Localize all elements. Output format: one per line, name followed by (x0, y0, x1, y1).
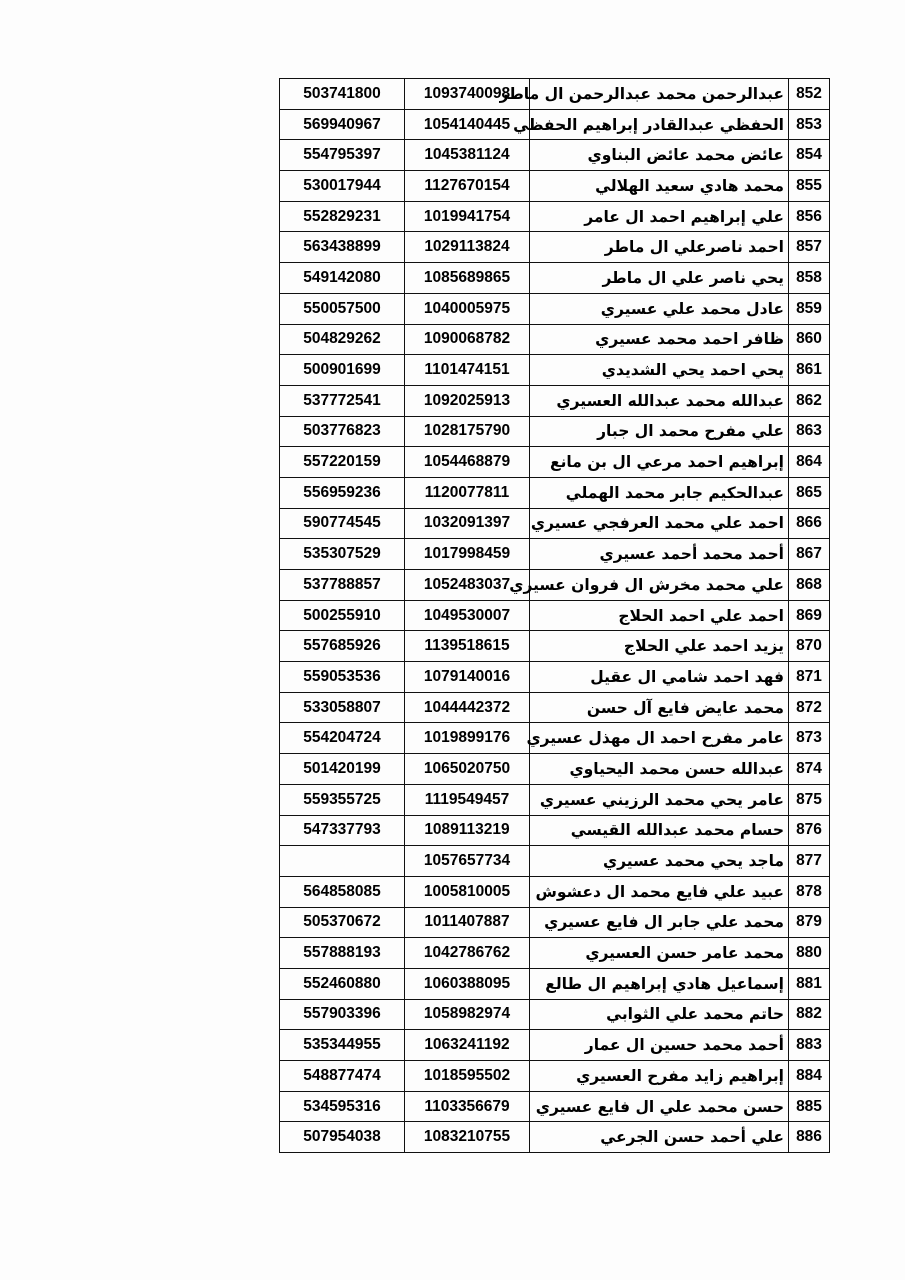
row-number-cell: 870 (789, 631, 830, 662)
row-number-cell: 874 (789, 754, 830, 785)
id-number-cell: 1018595502 (405, 1061, 530, 1092)
mobile-number-cell: 530017944 (280, 171, 405, 202)
person-name-cell: يزيد احمد علي الحلاج (530, 631, 789, 662)
id-number-cell: 1127670154 (405, 171, 530, 202)
id-number-cell: 1083210755 (405, 1122, 530, 1153)
mobile-number-cell (280, 846, 405, 877)
row-number-cell: 853 (789, 109, 830, 140)
row-number-cell: 863 (789, 416, 830, 447)
row-number-cell: 858 (789, 263, 830, 294)
row-number-cell: 867 (789, 539, 830, 570)
person-name-cell: علي أحمد حسن الجرعي (530, 1122, 789, 1153)
row-number-cell: 873 (789, 723, 830, 754)
person-name-cell: علي إبراهيم احمد ال عامر (530, 201, 789, 232)
id-number-cell: 1019899176 (405, 723, 530, 754)
row-number-cell: 879 (789, 907, 830, 938)
mobile-number-cell: 557903396 (280, 999, 405, 1030)
person-name-cell: عبدالحكيم جابر محمد الهملي (530, 477, 789, 508)
id-number-cell: 1005810005 (405, 876, 530, 907)
person-name-cell: عبيد علي فايع محمد ال دعشوش (530, 876, 789, 907)
mobile-number-cell: 503741800 (280, 79, 405, 110)
row-number-cell: 852 (789, 79, 830, 110)
row-number-cell: 868 (789, 570, 830, 601)
row-number-cell: 860 (789, 324, 830, 355)
mobile-number-cell: 537772541 (280, 385, 405, 416)
mobile-number-cell: 557685926 (280, 631, 405, 662)
row-number-cell: 881 (789, 968, 830, 999)
row-number-cell: 862 (789, 385, 830, 416)
row-number-cell: 859 (789, 293, 830, 324)
id-number-cell: 1079140016 (405, 662, 530, 693)
id-number-cell: 1139518615 (405, 631, 530, 662)
id-number-cell: 1060388095 (405, 968, 530, 999)
table-row (280, 263, 830, 294)
id-number-cell: 1057657734 (405, 846, 530, 877)
person-name-cell: محمد علي جابر ال فايع عسيري (530, 907, 789, 938)
id-number-cell: 1054140445 (405, 109, 530, 140)
id-number-cell: 1120077811 (405, 477, 530, 508)
row-number-cell: 886 (789, 1122, 830, 1153)
person-name-cell: عامر يحي محمد الرزيني عسيري (530, 784, 789, 815)
mobile-number-cell: 503776823 (280, 416, 405, 447)
row-number-cell: 861 (789, 355, 830, 386)
mobile-number-cell: 559053536 (280, 662, 405, 693)
id-number-cell: 1119549457 (405, 784, 530, 815)
person-name-cell: علي محمد مخرش ال فروان عسيري (530, 570, 789, 601)
person-name-cell: عائض محمد عائض البناوي (530, 140, 789, 171)
row-number-cell: 872 (789, 692, 830, 723)
id-number-cell: 1028175790 (405, 416, 530, 447)
mobile-number-cell: 507954038 (280, 1122, 405, 1153)
id-number-cell: 1049530007 (405, 600, 530, 631)
id-number-cell: 1017998459 (405, 539, 530, 570)
mobile-number-cell: 504829262 (280, 324, 405, 355)
table-row (280, 968, 830, 999)
mobile-number-cell: 547337793 (280, 815, 405, 846)
table-row (280, 416, 830, 447)
table-row (280, 508, 830, 539)
table-row (280, 876, 830, 907)
table-row (280, 385, 830, 416)
row-number-cell: 882 (789, 999, 830, 1030)
person-name-cell: محمد هادي سعيد الهلالي (530, 171, 789, 202)
id-number-cell: 1044442372 (405, 692, 530, 723)
mobile-number-cell: 552460880 (280, 968, 405, 999)
table-row (280, 232, 830, 263)
mobile-number-cell: 554204724 (280, 723, 405, 754)
table-row (280, 846, 830, 877)
person-name-cell: يحي احمد يحي الشديدي (530, 355, 789, 386)
table-row (280, 1122, 830, 1153)
person-name-cell: حسن محمد علي ال فايع عسيري (530, 1091, 789, 1122)
mobile-number-cell: 556959236 (280, 477, 405, 508)
mobile-number-cell: 559355725 (280, 784, 405, 815)
row-number-cell: 855 (789, 171, 830, 202)
row-number-cell: 877 (789, 846, 830, 877)
table-row (280, 1061, 830, 1092)
table-row (280, 447, 830, 478)
row-number-cell: 875 (789, 784, 830, 815)
person-name-cell: محمد عامر حسن العسيري (530, 938, 789, 969)
row-number-cell: 885 (789, 1091, 830, 1122)
id-number-cell: 1019941754 (405, 201, 530, 232)
mobile-number-cell: 564858085 (280, 876, 405, 907)
table-row (280, 815, 830, 846)
id-number-cell: 1103356679 (405, 1091, 530, 1122)
table-row (280, 1091, 830, 1122)
row-number-cell: 871 (789, 662, 830, 693)
mobile-number-cell: 535344955 (280, 1030, 405, 1061)
mobile-number-cell: 557220159 (280, 447, 405, 478)
mobile-number-cell: 505370672 (280, 907, 405, 938)
mobile-number-cell: 569940967 (280, 109, 405, 140)
row-number-cell: 880 (789, 938, 830, 969)
table-row (280, 907, 830, 938)
id-number-cell: 1045381124 (405, 140, 530, 171)
mobile-number-cell: 549142080 (280, 263, 405, 294)
person-name-cell: فهد احمد شامي ال عقيل (530, 662, 789, 693)
person-name-cell: حاتم محمد علي الثوابي (530, 999, 789, 1030)
person-name-cell: عامر مفرح احمد ال مهذل عسيري (530, 723, 789, 754)
person-name-cell: إبراهيم احمد مرعي ال بن مانع (530, 447, 789, 478)
person-name-cell: إبراهيم زايد مفرح العسيري (530, 1061, 789, 1092)
person-name-cell: عبدالرحمن محمد عبدالرحمن ال ماطر (530, 79, 789, 110)
id-number-cell: 1058982974 (405, 999, 530, 1030)
table-row (280, 999, 830, 1030)
table-row (280, 662, 830, 693)
mobile-number-cell: 500255910 (280, 600, 405, 631)
person-name-cell: عادل محمد علي عسيري (530, 293, 789, 324)
table-row (280, 723, 830, 754)
row-number-cell: 876 (789, 815, 830, 846)
table-row (280, 631, 830, 662)
mobile-number-cell: 535307529 (280, 539, 405, 570)
mobile-number-cell: 557888193 (280, 938, 405, 969)
person-name-cell: إسماعيل هادي إبراهيم ال طالع (530, 968, 789, 999)
table-row (280, 539, 830, 570)
table-row (280, 754, 830, 785)
id-number-cell: 1092025913 (405, 385, 530, 416)
row-number-cell: 865 (789, 477, 830, 508)
person-name-cell: حسام محمد عبدالله القيسي (530, 815, 789, 846)
row-number-cell: 857 (789, 232, 830, 263)
row-number-cell: 856 (789, 201, 830, 232)
id-number-cell: 1063241192 (405, 1030, 530, 1061)
mobile-number-cell: 563438899 (280, 232, 405, 263)
records-table-body (280, 79, 830, 1153)
mobile-number-cell: 590774545 (280, 508, 405, 539)
records-table (279, 78, 830, 1153)
person-name-cell: أحمد محمد أحمد عسيري (530, 539, 789, 570)
table-row (280, 171, 830, 202)
id-number-cell: 1052483037 (405, 570, 530, 601)
row-number-cell: 869 (789, 600, 830, 631)
person-name-cell: احمد ناصرعلي ال ماطر (530, 232, 789, 263)
table-row (280, 109, 830, 140)
id-number-cell: 1029113824 (405, 232, 530, 263)
table-row (280, 692, 830, 723)
mobile-number-cell: 550057500 (280, 293, 405, 324)
id-number-cell: 1042786762 (405, 938, 530, 969)
mobile-number-cell: 500901699 (280, 355, 405, 386)
row-number-cell: 883 (789, 1030, 830, 1061)
id-number-cell: 1085689865 (405, 263, 530, 294)
mobile-number-cell: 554795397 (280, 140, 405, 171)
person-name-cell: محمد عايض فايع آل حسن (530, 692, 789, 723)
person-name-cell: ماجد يحي محمد عسيري (530, 846, 789, 877)
row-number-cell: 884 (789, 1061, 830, 1092)
table-row (280, 79, 830, 110)
person-name-cell: احمد علي احمد الحلاج (530, 600, 789, 631)
id-number-cell: 1090068782 (405, 324, 530, 355)
id-number-cell: 1040005975 (405, 293, 530, 324)
table-row (280, 938, 830, 969)
table-row (280, 293, 830, 324)
person-name-cell: ظافر احمد محمد عسيري (530, 324, 789, 355)
person-name-cell: احمد علي محمد العرفجي عسيري (530, 508, 789, 539)
table-row (280, 140, 830, 171)
person-name-cell: عبدالله محمد عبدالله العسيري (530, 385, 789, 416)
row-number-cell: 878 (789, 876, 830, 907)
row-number-cell: 866 (789, 508, 830, 539)
mobile-number-cell: 533058807 (280, 692, 405, 723)
mobile-number-cell: 537788857 (280, 570, 405, 601)
id-number-cell: 1011407887 (405, 907, 530, 938)
person-name-cell: الحفظي عبدالقادر إبراهيم الحفظي (530, 109, 789, 140)
mobile-number-cell: 552829231 (280, 201, 405, 232)
table-row (280, 600, 830, 631)
person-name-cell: عبدالله حسن محمد اليحياوي (530, 754, 789, 785)
id-number-cell: 1101474151 (405, 355, 530, 386)
table-row (280, 477, 830, 508)
table-row (280, 570, 830, 601)
person-name-cell: أحمد محمد حسين ال عمار (530, 1030, 789, 1061)
id-number-cell: 1032091397 (405, 508, 530, 539)
id-number-cell: 1054468879 (405, 447, 530, 478)
table-row (280, 324, 830, 355)
table-row (280, 201, 830, 232)
table-row (280, 784, 830, 815)
id-number-cell: 1065020750 (405, 754, 530, 785)
id-number-cell: 1089113219 (405, 815, 530, 846)
id-number-cell: 1093740098 (405, 79, 530, 110)
table-row (280, 355, 830, 386)
mobile-number-cell: 501420199 (280, 754, 405, 785)
person-name-cell: يحي ناصر علي ال ماطر (530, 263, 789, 294)
mobile-number-cell: 548877474 (280, 1061, 405, 1092)
mobile-number-cell: 534595316 (280, 1091, 405, 1122)
row-number-cell: 854 (789, 140, 830, 171)
row-number-cell: 864 (789, 447, 830, 478)
table-row (280, 1030, 830, 1061)
person-name-cell: علي مفرح محمد ال جبار (530, 416, 789, 447)
